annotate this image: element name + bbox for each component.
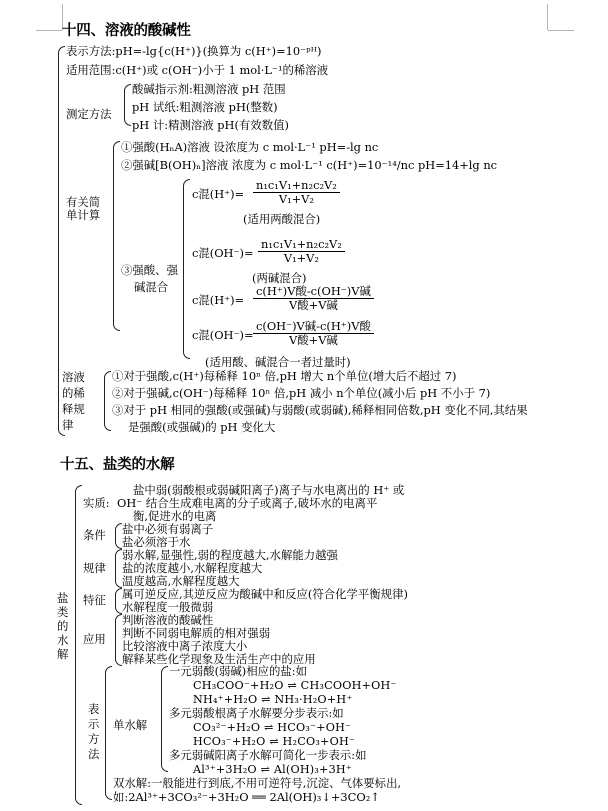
application-item-4: 解释某些化学现象及生活生产中的应用 (122, 652, 316, 666)
essence-line-1: OH⁻ 结合生成难电离的分子或离子,破坏水的电离平 (117, 496, 378, 510)
rule-item-3: 温度越高,水解程度越大 (122, 574, 240, 588)
essence-label: 实质: (83, 496, 110, 510)
calc-label-line-2: 单计算 (66, 208, 101, 222)
condition-item-2: 盐必须溶于水 (122, 535, 191, 549)
application-item-2: 判断不同弱电解质的相对强弱 (122, 626, 271, 640)
formula-2-lead: c混(OH⁻)= (192, 246, 254, 260)
measure-item-indicator: 酸碱指示剂:粗测溶液 pH 范围 (132, 82, 286, 96)
salt-hydrolysis-root-line-2: 类 (57, 605, 69, 619)
formula-3-fraction (253, 286, 374, 311)
formula-4-lead: c混(OH⁻)= (192, 328, 254, 342)
formula-3-denominator: V酸+V碱 (253, 298, 374, 311)
expression-method-brace (105, 666, 112, 800)
condition-label: 条件 (83, 528, 106, 542)
formula-4-note: (适用酸、碱混合一者过量时) (205, 355, 351, 369)
application-item-1: 判断溶液的酸碱性 (122, 613, 214, 627)
expression-label-line-2: 示 (88, 717, 100, 731)
dilute-label-line-4: 律 (62, 418, 74, 432)
formula-2-note: (两碱混合) (252, 271, 307, 285)
dilute-label-line-1: 溶液 (62, 370, 85, 384)
formula-1-denominator: V₁+V₂ (253, 192, 340, 205)
condition-item-1: 盐中必须有弱离子 (122, 522, 214, 536)
feature-item-2: 水解程度一般微弱 (122, 600, 214, 614)
formula-1-fraction (253, 180, 340, 205)
dilute-label-line-2: 的稀 (62, 386, 85, 400)
formula-1-note: (适用两酸混合) (243, 212, 321, 226)
single-group-2-equation-1: CO₃²⁻+H₂O ⇌ HCO₃⁻+OH⁻ (193, 721, 352, 734)
measure-method-label: 测定方法 (66, 107, 112, 121)
dilute-label-line-3: 释规 (62, 402, 85, 416)
dilute-branch-brace (104, 371, 111, 431)
condition-brace (115, 523, 122, 549)
expression-label-line-4: 法 (88, 747, 100, 761)
rule-brace (115, 549, 122, 588)
formula-3-numerator: c(H⁺)V酸-c(OH⁻)V碱 (256, 284, 371, 298)
double-hydrolysis-line-1: 双水解:一般能进行到底,不用可逆符号,沉淀、气体要标出, (113, 776, 402, 790)
rule-label: 规律 (83, 561, 106, 575)
section-15-title: 十五、盐类的水解 (60, 457, 175, 473)
calc-item-strong-base: ②强碱[B(OH)ₙ]溶液 浓度为 c mol·L⁻¹ c(H⁺)=10⁻¹⁴/nc pH=14+lg nc (121, 158, 498, 172)
expression-label-line-3: 方 (88, 732, 100, 746)
single-group-2-equation-2: HCO₃⁻+H₂O ⇌ H₂CO₃+OH⁻ (193, 735, 356, 748)
formula-1-lead: c混(H⁺)= (192, 187, 245, 201)
section-15-outer-brace (75, 485, 82, 805)
calc-item-strong-acid: ①强酸(HₙA)溶液 设浓度为 c mol·L⁻¹ pH=-lg nc (121, 140, 379, 154)
feature-label: 特征 (83, 593, 106, 607)
double-hydrolysis-line-2: 如:2Al³⁺+3CO₃²⁻+3H₂O ══ 2Al(OH)₃↓+3CO₂↑ (113, 790, 380, 804)
single-group-1-head: 一元弱酸(弱碱)相应的盐:如 (169, 664, 308, 678)
feature-brace (115, 588, 122, 614)
application-brace (115, 614, 122, 666)
formula-4-fraction (253, 321, 374, 346)
dilute-rule-3: ③对于 pH 相同的强酸(或强碱)与弱酸(或弱碱),稀释相同倍数,pH 变化不同,其结果 (112, 403, 528, 417)
measure-item-paper: pH 试纸:粗测溶液 pH(整数) (132, 100, 278, 114)
measure-method-brace (124, 84, 131, 126)
formula-2-numerator: n₁c₁V₁+n₂c₂V₂ (261, 237, 342, 251)
salt-hydrolysis-root-line-3: 的 (57, 619, 69, 633)
single-group-2-head: 多元弱酸根离子水解要分步表示:如 (169, 706, 344, 720)
single-group-1-equation-1: CH₃COO⁻+H₂O ⇌ CH₃COOH+OH⁻ (193, 679, 397, 692)
section-14-title: 十四、溶液的酸碱性 (62, 23, 191, 39)
application-label: 应用 (83, 632, 106, 646)
rule-item-2: 盐的浓度越小,水解程度越大 (122, 561, 263, 575)
rule-item-1: 弱水解,显强性,弱的程度越大,水解能力越强 (122, 548, 338, 562)
essence-line-0: 盐中弱(弱酸根或弱碱阳离子)离子与水电离出的 H⁺ 或 (133, 483, 405, 497)
salt-hydrolysis-root-line-5: 解 (57, 647, 69, 661)
formula-4-numerator: c(OH⁻)V碱-c(H⁺)V酸 (256, 319, 371, 333)
single-group-3-equation-1: Al³⁺+3H₂O ⇌ Al(OH)₃+3H⁺ (193, 763, 352, 776)
calc-label-line-1: 有关简 (66, 195, 101, 209)
mix-label-line-2: 碱混合 (134, 280, 169, 294)
formula-3-lead: c混(H⁺)= (192, 293, 245, 307)
application-item-3: 比较溶液中离子浓度大小 (122, 639, 248, 653)
mix-label-line-1: ③强酸、强 (121, 263, 178, 277)
salt-hydrolysis-root-line-4: 水 (57, 633, 69, 647)
single-group-1-equation-2: NH₄⁺+H₂O ⇌ NH₃·H₂O+H⁺ (193, 693, 353, 706)
feature-item-1: 属可逆反应,其逆反应为酸碱中和反应(符合化学平衡规律) (122, 587, 408, 601)
dilute-rule-3-cont: 是强酸(或强碱)的 pH 变化大 (128, 420, 276, 434)
dilute-rule-2: ②对于强碱,c(OH⁻)每稀释 10ⁿ 倍,pH 减小 n个单位(减小后 pH 不小于 7) (112, 386, 491, 400)
essence-line-2: 衡,促进水的电离 (133, 509, 217, 523)
pH-scope-text: 适用范围:c(H⁺)或 c(OH⁻)小于 1 mol·L⁻¹的稀溶液 (66, 63, 329, 77)
calc-branch-brace (113, 141, 120, 331)
single-hydrolysis-label: 单水解 (113, 718, 148, 732)
formula-1-numerator: n₁c₁V₁+n₂c₂V₂ (256, 178, 337, 192)
dilute-rule-1: ①对于强酸,c(H⁺)每稀释 10ⁿ 倍,pH 增大 n个单位(增大后不超过 7) (112, 369, 457, 383)
measure-item-meter: pH 计:精测溶液 pH(有效数值) (132, 118, 289, 132)
formula-2-denominator: V₁+V₂ (258, 251, 345, 264)
formula-4-denominator: V酸+V碱 (253, 333, 374, 346)
expression-label-line-1: 表 (88, 702, 100, 716)
formula-2-fraction (258, 239, 345, 264)
mix-formula-brace (183, 179, 190, 359)
single-hydrolysis-brace (161, 666, 168, 772)
pH-representation-text: 表示方法:pH=-lg{c(H⁺)}(换算为 c(H⁺)=10⁻ᵖᴴ) (66, 44, 322, 58)
salt-hydrolysis-root-line-1: 盐 (57, 591, 69, 605)
single-group-3-head: 多元弱碱阳离子水解可简化一步表示:如 (169, 748, 367, 762)
